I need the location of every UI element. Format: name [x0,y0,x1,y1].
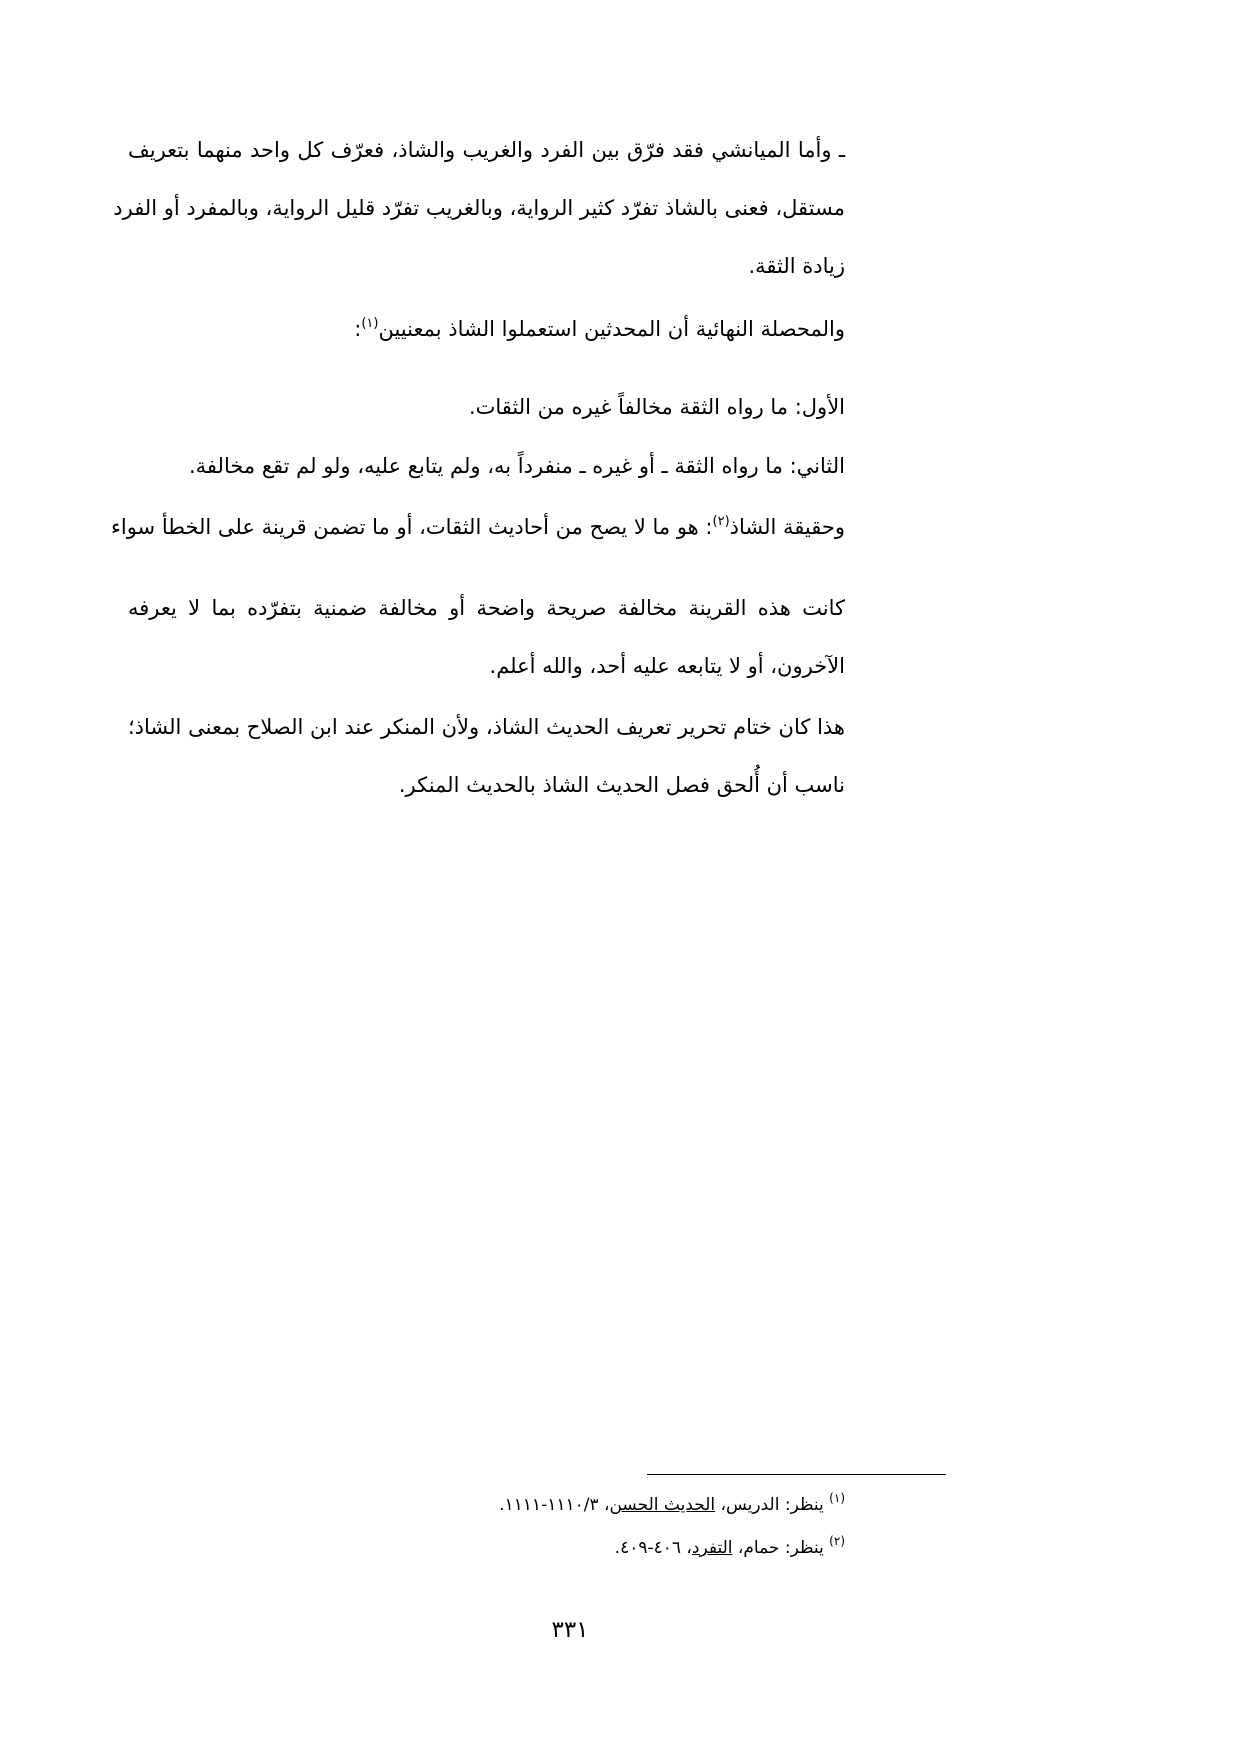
body-line-1: ـ وأما الميانشي فقد فرّق بين الفرد والغريب والشاذ، فعرّف كل واحد منهما بتعريف [128,138,845,162]
footnote-1 [400,1492,845,1518]
footnote-2-suffix: ، ٤٠٦-٤٠٩. [614,1538,692,1558]
colon: : [354,317,362,341]
body-line-6: الثاني: ما رواه الثقة ـ أو غيره ـ منفرداً به، ولم يتابع عليه، ولو لم تقع مخالفة. [188,454,845,478]
footnote-1-suffix: ، ١١١٠/٣-١١١١. [499,1495,610,1515]
body-line-3: زيادة الثقة. [748,254,845,278]
footnote-2-title: التفرد [691,1538,733,1558]
footnote-1-prefix: ينظر: الدريس، [715,1495,824,1515]
body-line-8: كانت هذه القرينة مخالفة صريحة واضحة أو مخالفة ضمنية بتفرّده بما لا يعرفه [128,596,845,620]
footnote-1-title: الحديث الحسن [609,1495,716,1515]
footnote-2-mark: (٢) [829,1534,845,1548]
body-line-2: مستقل، فعنى بالشاذ تفرّد كثير الرواية، وبالغريب تفرّد قليل الرواية، وبالمفرد أو الفرد [113,196,845,220]
body-line-7-start: وحقيقة الشاذ [729,515,845,539]
body-line-10: هذا كان ختام تحرير تعريف الحديث الشاذ، ولأن المنكر عند ابن الصلاح بمعنى الشاذ؛ [128,715,845,739]
page-number: ٣٣١ [551,1617,589,1643]
body-line-5: الأول: ما رواه الثقة مخالفاً غيره من الثقات. [468,395,845,419]
body-line-4 [300,314,845,344]
footnote-separator [647,1474,946,1475]
body-line-4-text: والمحصلة النهائية أن المحدثين استعملوا الشاذ بمعنيين [378,317,845,341]
footnote-ref-1: (١) [361,316,379,331]
body-line-7 [110,512,845,542]
body-line-11: ناسب أن أُلحق فصل الحديث الشاذ بالحديث المنكر. [398,773,845,797]
footnote-ref-2: (٢) [712,514,730,529]
footnote-1-mark: (١) [829,1491,845,1505]
footnote-2-prefix: ينظر: حمام، [732,1538,824,1558]
body-line-9: الآخرون، أو لا يتابعه عليه أحد، والله أعلم. [489,654,845,678]
footnote-2 [400,1535,845,1561]
body-line-7-end: : هو ما لا يصح من أحاديث الثقات، أو ما تضمن قرينة على الخطأ سواء [110,515,713,539]
